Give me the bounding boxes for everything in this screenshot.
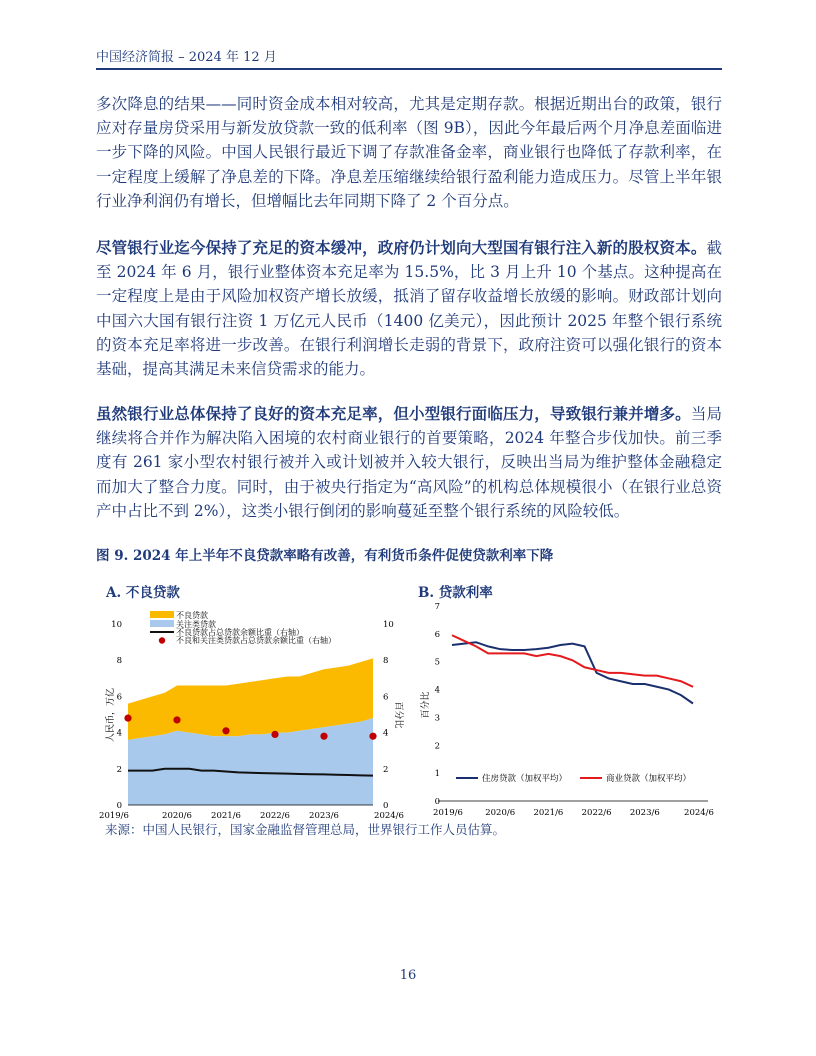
y-tick-label: 3 <box>434 713 440 724</box>
y-right-tick-label: 0 <box>383 801 389 811</box>
paragraph-1 <box>96 92 722 213</box>
x-tick-label: 2021/6 <box>533 808 564 818</box>
npl-area <box>128 658 373 739</box>
y-tick-label: 1 <box>434 769 440 780</box>
y-right-tick-label: 10 <box>383 620 394 630</box>
figure-source: 来源：中国人民银行，国家金融监督管理总局，世界银行工作人员估算。 <box>105 822 506 837</box>
x-tick-label: 2024/6 <box>374 811 404 821</box>
housing-loan-rate-line <box>452 642 693 703</box>
x-tick-label: 2021/6 <box>211 811 241 821</box>
paragraph-3-text: 当局继续将合并作为解决陷入困境的农村商业银行的首要策略，2024 年整合步伐加快。前三季度有 261 家小型农村银行被并入或计划被并入较大银行，反映出当局为维护整体金融稳定而加大了整合力度。同时，由于被央行指定为“高风险”的机构总体规模很小（在银行业总资产中占比不到 2%），这类小银行倒闭的影响蔓延至整个银行系统的风险较低。 <box>96 405 722 520</box>
y-left-tick-label: 8 <box>116 656 122 667</box>
y-tick-label: 5 <box>434 657 440 668</box>
legend-label-special-ratio: 不良和关注类贷款占总贷款余额比重（右轴） <box>176 636 336 645</box>
paragraph-2-text: 截至 2024 年 6 月，银行业整体资本充足率为 15.5%，比 3 月上升 10 个基点。这种提高在一定程度上是由于风险加权资产增长放缓，抵消了留存收益增长放缓的影响。财政部计划向中国六大国有银行注资 1 万亿元人民币（1400 亿美元），因此预计 2025 年整个银行系统的资本充足率将进一步改善。在银行利润增长走弱的背景下，政府注资可以强化银行的资本基础，提高其满足未来信贷需求的能力。 <box>96 239 722 379</box>
x-tick-label: 2022/6 <box>581 808 612 818</box>
paragraph-2-lead: 尽管银行业迄今保持了充足的资本缓冲，政府仍计划向大型国有银行注入新的股权资本。 <box>96 238 707 257</box>
y-axis-title: 百分比 <box>421 691 431 719</box>
paragraph-2 <box>96 236 722 381</box>
paragraph-1-text: 多次降息的结果——同时资金成本相对较高，尤其是定期存款。根据近期出台的政策，银行应对存量房贷采用与新发放贷款一致的低利率（图 9B），因此今年最后两个月净息差面临进一步下降的风险。中国人民银行最近下调了存款准备金率，商业银行也降低了存款利率，在一定程度上缓解了净息差的下降。净息差压缩继续给银行盈利能力造成压力。尽管上半年银行业净利润仍有增长，但增幅比去年同期下降了 2 个百分点。 <box>96 95 722 210</box>
x-tick-label: 2019/6 <box>99 811 129 821</box>
header-rule <box>96 68 722 70</box>
y-right-tick-label: 2 <box>383 764 389 775</box>
npl-special-ratio-dot <box>124 715 131 722</box>
npl-special-ratio-dot <box>271 731 278 738</box>
y-left-tick-label: 0 <box>116 801 122 811</box>
figure-title: 图 9. 2024 年上半年不良贷款率略有改善，有利货币条件促使贷款利率下降 <box>96 548 554 564</box>
x-tick-label: 2019/6 <box>433 808 463 818</box>
npl-special-ratio-dot <box>173 716 180 723</box>
legend-swatch-npl <box>150 611 174 618</box>
x-tick-label: 2024/6 <box>684 808 714 818</box>
y-left-tick-label: 10 <box>111 620 122 630</box>
y-right-tick-label: 4 <box>383 728 389 739</box>
y-left-axis-title: 人民币，万亿 <box>106 687 116 743</box>
y-right-tick-label: 6 <box>383 692 389 703</box>
x-tick-label: 2020/6 <box>485 808 516 818</box>
y-left-tick-label: 2 <box>116 764 122 775</box>
paragraph-3 <box>96 402 722 523</box>
y-left-tick-label: 6 <box>116 692 122 703</box>
legend-label-special-mention: 关注类贷款 <box>176 620 216 629</box>
y-tick-label: 2 <box>434 741 440 752</box>
legend-swatch-special-ratio <box>159 637 165 643</box>
legend-label-npl-ratio: 不良贷款占总贷款余额比重（右轴） <box>176 628 304 637</box>
legend-label-commercial: 商业贷款（加权平均） <box>606 774 692 784</box>
y-right-tick-label: 8 <box>383 656 389 667</box>
y-tick-label: 6 <box>434 629 440 640</box>
commercial-loan-rate-line <box>452 635 693 687</box>
panel-b-title: B. 贷款利率 <box>418 585 493 601</box>
legend-label-npl: 不良贷款 <box>176 611 208 620</box>
panel-a-title: A. 不良贷款 <box>106 585 180 601</box>
legend-swatch-special-mention <box>150 620 174 627</box>
npl-special-ratio-dot <box>320 733 327 740</box>
y-tick-label: 0 <box>434 797 440 807</box>
npl-special-ratio-dot <box>369 733 376 740</box>
running-header: 中国经济简报 – 2024 年 12 月 <box>96 50 277 65</box>
x-tick-label: 2023/6 <box>629 808 660 818</box>
special-mention-area <box>128 718 373 805</box>
x-tick-label: 2023/6 <box>309 811 339 821</box>
npl-special-ratio-dot <box>222 727 229 734</box>
y-tick-label: 4 <box>434 685 440 696</box>
x-tick-label: 2020/6 <box>162 811 192 821</box>
y-right-axis-title: 百分比 <box>393 701 403 729</box>
y-tick-label: 7 <box>434 602 440 612</box>
legend-label-housing: 住房贷款（加权平均） <box>482 774 568 784</box>
y-left-tick-label: 4 <box>116 728 122 739</box>
paragraph-3-lead: 虽然银行业总体保持了良好的资本充足率，但小型银行面临压力，导致银行兼并增多。 <box>96 404 691 423</box>
page-number: 16 <box>399 968 417 983</box>
x-tick-label: 2022/6 <box>260 811 290 821</box>
npl-ratio-line <box>128 769 373 776</box>
